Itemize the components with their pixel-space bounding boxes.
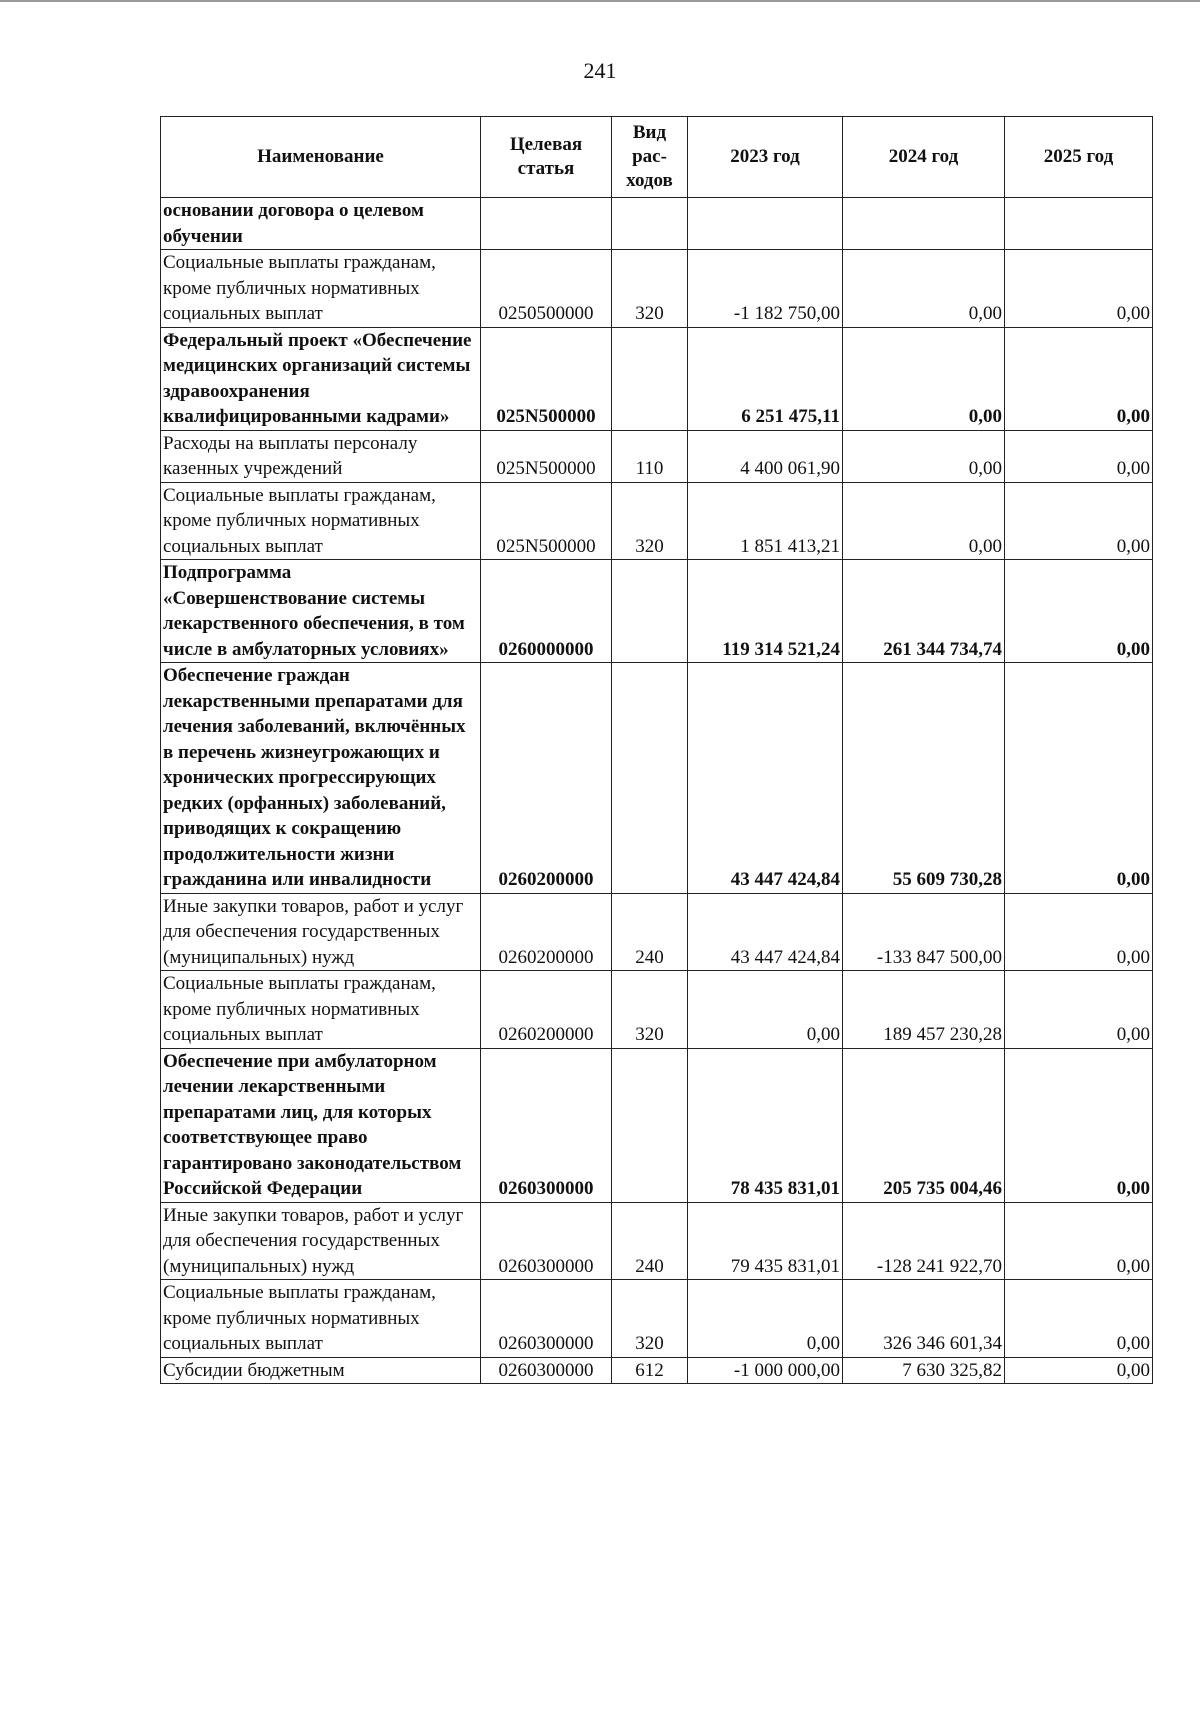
row-amount-2025: 0,00 bbox=[1005, 1280, 1153, 1358]
row-expense-type: 320 bbox=[612, 250, 688, 328]
row-amount-2024 bbox=[843, 198, 1005, 250]
header-2023: 2023 год bbox=[688, 117, 843, 198]
row-amount-2023 bbox=[688, 198, 843, 250]
row-target-article: 0260000000 bbox=[481, 560, 612, 663]
row-expense-type bbox=[612, 560, 688, 663]
row-target-article: 0260200000 bbox=[481, 971, 612, 1049]
row-name: Федеральный проект «Обеспечение медицинских организаций системы здравоохранения квалифицированными кадрами» bbox=[161, 327, 481, 430]
row-amount-2025: 0,00 bbox=[1005, 971, 1153, 1049]
row-expense-type: 240 bbox=[612, 1202, 688, 1280]
row-name: Обеспечение при амбулаторном лечении лекарственными препаратами лиц, для которых соответствующее право гарантировано законодательством Российской Федерации bbox=[161, 1048, 481, 1202]
table-row bbox=[161, 198, 1153, 250]
row-amount-2024: 0,00 bbox=[843, 482, 1005, 560]
row-expense-type: 320 bbox=[612, 482, 688, 560]
table-body bbox=[161, 198, 1153, 1384]
row-amount-2023: 0,00 bbox=[688, 971, 843, 1049]
row-target-article: 025N500000 bbox=[481, 327, 612, 430]
row-name: Обеспечение граждан лекарственными препаратами для лечения заболеваний, включённых в перечень жизнеугрожающих и хронических прогрессирующих редких (орфанных) заболеваний, приводящих к сокращению продолжительности жизни гражданина или инвалидности bbox=[161, 663, 481, 894]
table-row bbox=[161, 971, 1153, 1049]
row-target-article: 0250500000 bbox=[481, 250, 612, 328]
row-expense-type bbox=[612, 327, 688, 430]
table-row bbox=[161, 250, 1153, 328]
row-amount-2025: 0,00 bbox=[1005, 560, 1153, 663]
row-amount-2024: 0,00 bbox=[843, 430, 1005, 482]
header-code: Целевая статья bbox=[481, 117, 612, 198]
table-row bbox=[161, 482, 1153, 560]
row-name: Подпрограмма «Совершенствование системы лекарственного обеспечения, в том числе в амбулаторных условиях» bbox=[161, 560, 481, 663]
table-row bbox=[161, 1280, 1153, 1358]
row-amount-2024: 55 609 730,28 bbox=[843, 663, 1005, 894]
row-target-article: 0260200000 bbox=[481, 663, 612, 894]
row-amount-2025: 0,00 bbox=[1005, 250, 1153, 328]
row-name: Социальные выплаты гражданам, кроме публичных нормативных социальных выплат bbox=[161, 250, 481, 328]
row-amount-2024: 7 630 325,82 bbox=[843, 1357, 1005, 1384]
row-amount-2025: 0,00 bbox=[1005, 482, 1153, 560]
row-amount-2023: 43 447 424,84 bbox=[688, 893, 843, 971]
row-expense-type: 320 bbox=[612, 971, 688, 1049]
row-amount-2023: 79 435 831,01 bbox=[688, 1202, 843, 1280]
row-name: Расходы на выплаты персоналу казенных учреждений bbox=[161, 430, 481, 482]
header-type: Вид рас-ходов bbox=[612, 117, 688, 198]
row-expense-type bbox=[612, 198, 688, 250]
row-amount-2025: 0,00 bbox=[1005, 327, 1153, 430]
table-row bbox=[161, 1048, 1153, 1202]
table-row bbox=[161, 430, 1153, 482]
row-amount-2024: 261 344 734,74 bbox=[843, 560, 1005, 663]
row-amount-2024: 0,00 bbox=[843, 250, 1005, 328]
row-expense-type: 612 bbox=[612, 1357, 688, 1384]
budget-table bbox=[160, 116, 1153, 1384]
row-amount-2024: 0,00 bbox=[843, 327, 1005, 430]
row-amount-2025: 0,00 bbox=[1005, 1048, 1153, 1202]
row-target-article: 0260300000 bbox=[481, 1357, 612, 1384]
row-amount-2025: 0,00 bbox=[1005, 430, 1153, 482]
table-row bbox=[161, 1357, 1153, 1384]
row-target-article: 0260300000 bbox=[481, 1280, 612, 1358]
row-amount-2023: -1 000 000,00 bbox=[688, 1357, 843, 1384]
row-amount-2023: -1 182 750,00 bbox=[688, 250, 843, 328]
row-target-article: 0260200000 bbox=[481, 893, 612, 971]
row-amount-2024: -133 847 500,00 bbox=[843, 893, 1005, 971]
row-amount-2023: 119 314 521,24 bbox=[688, 560, 843, 663]
row-amount-2023: 78 435 831,01 bbox=[688, 1048, 843, 1202]
row-target-article bbox=[481, 198, 612, 250]
table-header-row bbox=[161, 117, 1153, 198]
row-amount-2024: -128 241 922,70 bbox=[843, 1202, 1005, 1280]
table-row bbox=[161, 327, 1153, 430]
row-amount-2024: 326 346 601,34 bbox=[843, 1280, 1005, 1358]
row-name: Социальные выплаты гражданам, кроме публичных нормативных социальных выплат bbox=[161, 1280, 481, 1358]
row-expense-type bbox=[612, 1048, 688, 1202]
row-amount-2023: 43 447 424,84 bbox=[688, 663, 843, 894]
row-amount-2023: 4 400 061,90 bbox=[688, 430, 843, 482]
row-target-article: 0260300000 bbox=[481, 1048, 612, 1202]
table-row bbox=[161, 1202, 1153, 1280]
row-amount-2025 bbox=[1005, 198, 1153, 250]
row-amount-2024: 189 457 230,28 bbox=[843, 971, 1005, 1049]
table-row bbox=[161, 663, 1153, 894]
header-name: Наименование bbox=[161, 117, 481, 198]
row-amount-2025: 0,00 bbox=[1005, 893, 1153, 971]
row-amount-2023: 0,00 bbox=[688, 1280, 843, 1358]
row-amount-2023: 1 851 413,21 bbox=[688, 482, 843, 560]
table-row bbox=[161, 560, 1153, 663]
page-number: 241 bbox=[583, 58, 617, 83]
row-amount-2025: 0,00 bbox=[1005, 1202, 1153, 1280]
row-amount-2025: 0,00 bbox=[1005, 1357, 1153, 1384]
row-amount-2024: 205 735 004,46 bbox=[843, 1048, 1005, 1202]
row-amount-2023: 6 251 475,11 bbox=[688, 327, 843, 430]
row-expense-type bbox=[612, 663, 688, 894]
row-name: Субсидии бюджетным bbox=[161, 1357, 481, 1384]
scan-edge-top bbox=[0, 0, 1200, 2]
row-name: Социальные выплаты гражданам, кроме публичных нормативных социальных выплат bbox=[161, 482, 481, 560]
row-expense-type: 320 bbox=[612, 1280, 688, 1358]
table-row bbox=[161, 893, 1153, 971]
row-expense-type: 110 bbox=[612, 430, 688, 482]
row-target-article: 0260300000 bbox=[481, 1202, 612, 1280]
header-2024: 2024 год bbox=[843, 117, 1005, 198]
row-name: Иные закупки товаров, работ и услуг для обеспечения государственных (муниципальных) нужд bbox=[161, 893, 481, 971]
header-2025: 2025 год bbox=[1005, 117, 1153, 198]
row-name: основании договора о целевом обучении bbox=[161, 198, 481, 250]
row-expense-type: 240 bbox=[612, 893, 688, 971]
row-target-article: 025N500000 bbox=[481, 430, 612, 482]
row-target-article: 025N500000 bbox=[481, 482, 612, 560]
row-amount-2025: 0,00 bbox=[1005, 663, 1153, 894]
row-name: Иные закупки товаров, работ и услуг для обеспечения государственных (муниципальных) нужд bbox=[161, 1202, 481, 1280]
row-name: Социальные выплаты гражданам, кроме публичных нормативных социальных выплат bbox=[161, 971, 481, 1049]
